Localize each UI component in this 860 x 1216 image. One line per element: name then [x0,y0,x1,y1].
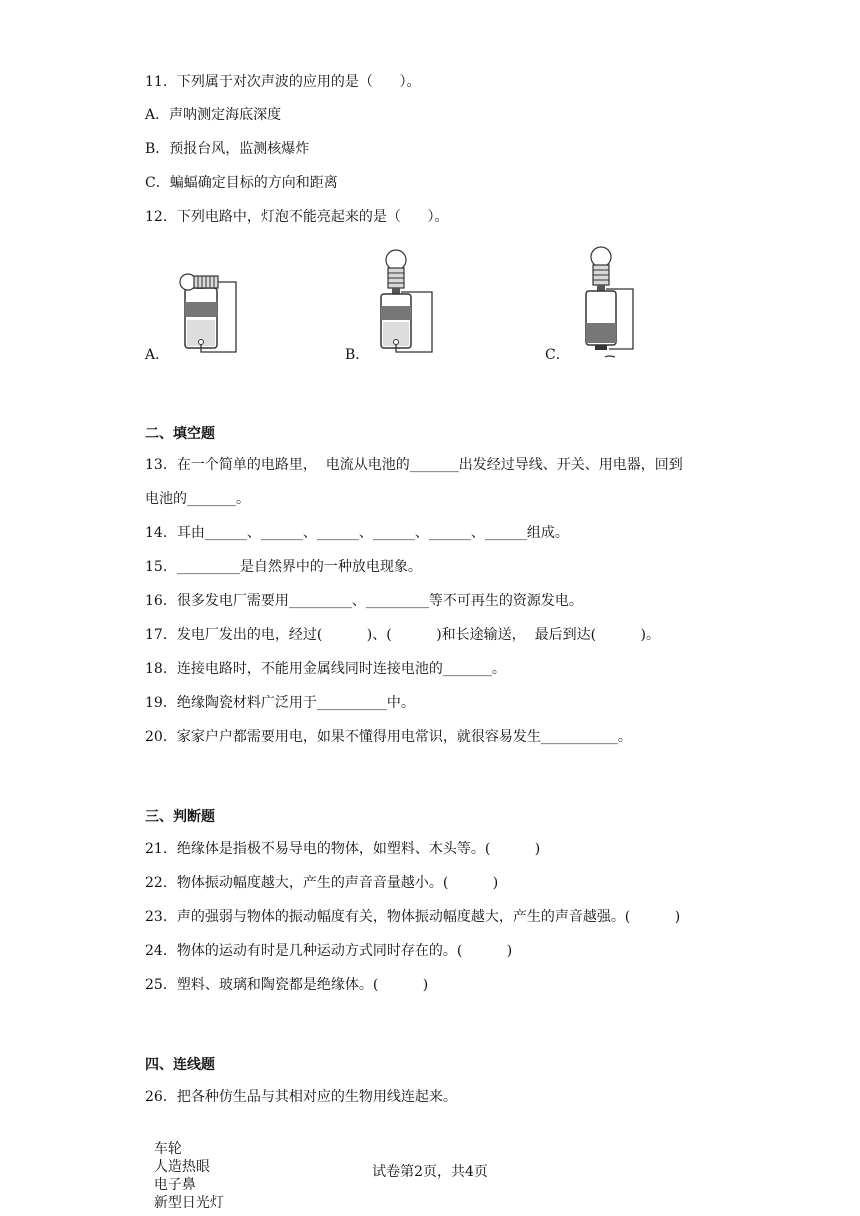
q23: 23．声的强弱与物体的振动幅度有关，物体振动幅度越大，产生的声音越强。( ) [145,909,681,925]
q11-option-c: C．蝙蝠确定目标的方向和距离 [145,175,338,191]
q15: 15．_________是自然界中的一种放电现象。 [145,559,422,575]
q24: 24．物体的运动有时是几种运动方式同时存在的。( ) [145,943,513,959]
q18: 18．连接电路时，不能用金属线同时连接电池的_______。 [145,661,506,677]
q26-item-thermal-eye: 人造热眼 [153,1159,210,1175]
q16: 16．很多发电厂需要用_________、_________等不可再生的资源发电。 [145,593,583,609]
q12-figure-a-label: A． [145,347,170,363]
q12-stem: 12．下列电路中，灯泡不能亮起来的是（ ）。 [145,209,449,225]
section-matching-title: 四、连线题 [145,1057,215,1073]
circuit-figure-a [170,262,250,357]
q21: 21．绝缘体是指极不易导电的物体，如塑料、木头等。( ) [145,841,541,857]
q20: 20．家家户户都需要用电，如果不懂得用电常识，就很容易发生___________。 [145,729,632,745]
section-judge-title: 三、判断题 [145,809,215,825]
q26-item-wheel: 车轮 [153,1141,182,1157]
q11-option-a: A．声呐测定海底深度 [145,107,282,123]
q26-item-new-lamp: 新型日光灯 [153,1195,224,1211]
circuit-figure-b [370,248,440,356]
q26-item-electronic-nose: 电子鼻 [153,1177,196,1193]
q25: 25．塑料、玻璃和陶瓷都是绝缘体。( ) [145,977,429,993]
q19: 19．绝缘陶瓷材料广泛用于__________中。 [145,695,415,711]
q17: 17．发电厂发出的电，经过( )、( )和长途输送， 最后到达( )。 [145,627,660,643]
q12-figure-b-label: B． [345,347,370,363]
q13-line1: 13．在一个简单的电路里， 电流从电池的_______出发经过导线、开关、用电器，回到 [145,457,683,473]
q14: 14．耳由______、______、______、______、______、______组成。 [145,525,569,541]
page-footer: 试卷第2页，共4页 [372,1164,488,1180]
section-fill-in-title: 二、填空题 [145,426,215,442]
q26-stem: 26．把各种仿生品与其相对应的生物用线连起来。 [145,1089,457,1105]
q11-stem: 11．下列属于对次声波的应用的是（ ）。 [145,74,421,90]
circuit-figure-c [575,245,645,360]
q12-figure-c-label: C． [545,347,570,363]
q22: 22．物体振动幅度越大，产生的声音音量越小。( ) [145,875,499,891]
q11-option-b: B．预报台风，监测核爆炸 [145,141,310,157]
q13-line2: 电池的_______。 [145,491,250,507]
